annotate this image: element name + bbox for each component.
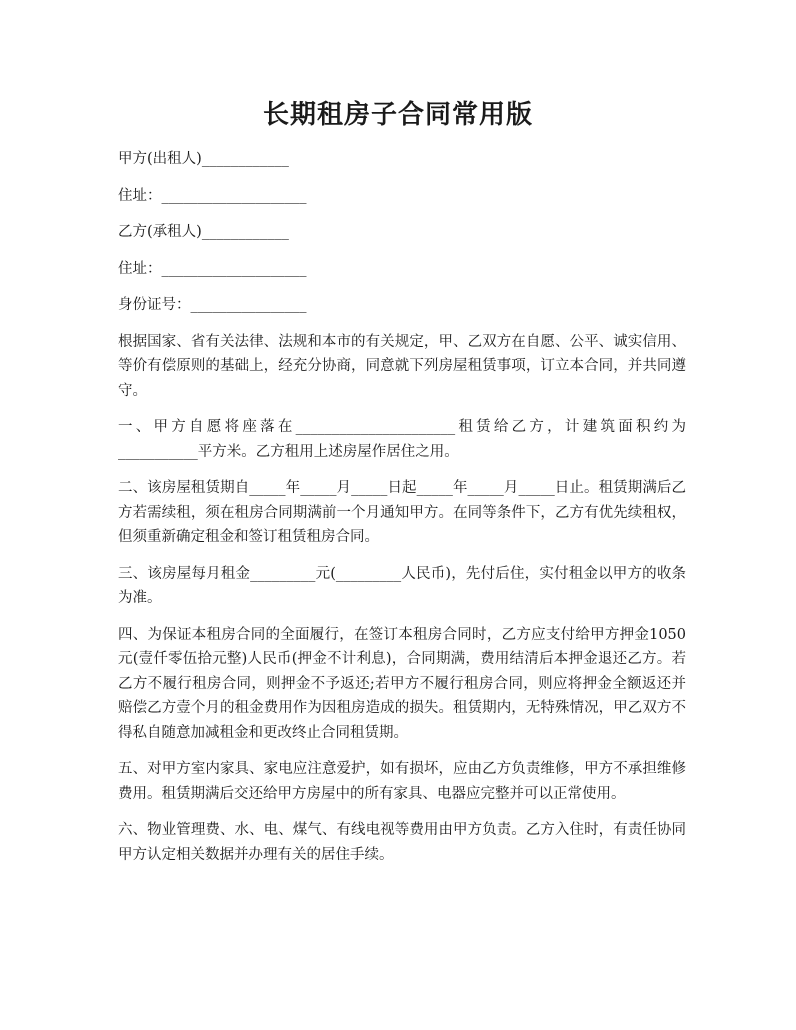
lessor-address-field: 住址：____________________ — [118, 187, 307, 204]
clause-6: 六、物业管理费、水、电、煤气、有线电视等费用由甲方负责。乙方入住时，有责任协同甲方认定相关数据并办理有关的居住手续。 — [118, 822, 686, 863]
clause-4: 四、为保证本租房合同的全面履行，在签订本租房合同时，乙方应支付给甲方押金1050元(壹仟零伍拾元整)人民币(押金不计利息)，合同期满，费用结清后本押金退还乙方。若乙方不履行租房合同，则押金不予返还;若甲方不履行租房合同，则应将押金全额返还并赔偿乙方壹个月的租金费用作为因租房造成的损失。租赁期内，无特殊情况，甲乙双方不得私自随意加减租金和更改终止合同租赁期。 — [118, 626, 686, 741]
lessee-address-field: 住址：____________________ — [118, 260, 307, 277]
preamble-paragraph: 根据国家、省有关法律、法规和本市的有关规定，甲、乙双方在自愿、公平、诚实信用、等价有偿原则的基础上，经充分协商，同意就下列房屋租赁事项，订立本合同，并共同遵守。 — [118, 333, 686, 399]
id-number-field: 身份证号：________________ — [118, 297, 307, 313]
clause-3: 三、该房屋每月租金_________元(_________人民币)，先付后住，实付租金以甲方的收条为准。 — [118, 565, 686, 606]
clause-5: 五、对甲方室内家具、家电应注意爱护，如有损坏，应由乙方负责维修，甲方不承担维修费用。租赁期满后交还给甲方房屋中的所有家具、电器应完整并可以正常使用。 — [118, 761, 686, 802]
document-title: 长期租房子合同常用版 — [262, 100, 533, 130]
lessee-field: 乙方(承租人)____________ — [118, 224, 289, 240]
lessor-field: 甲方(出租人)____________ — [118, 151, 289, 167]
document-body — [118, 147, 686, 879]
clause-2: 二、该房屋租赁期自_____年_____月_____日起_____年_____月_____日止。租赁期满后乙方若需续租，须在租房合同期满前一个月通知甲方。在同等条件下，乙方有优先续租权，但须重新确定租金和签订租赁租房合同。 — [118, 480, 686, 545]
clause-1: 一、甲方自愿将座落在______________________租赁给乙方，计建筑面积约为___________平方米。乙方租用上述房屋作居住之用。 — [118, 419, 686, 460]
